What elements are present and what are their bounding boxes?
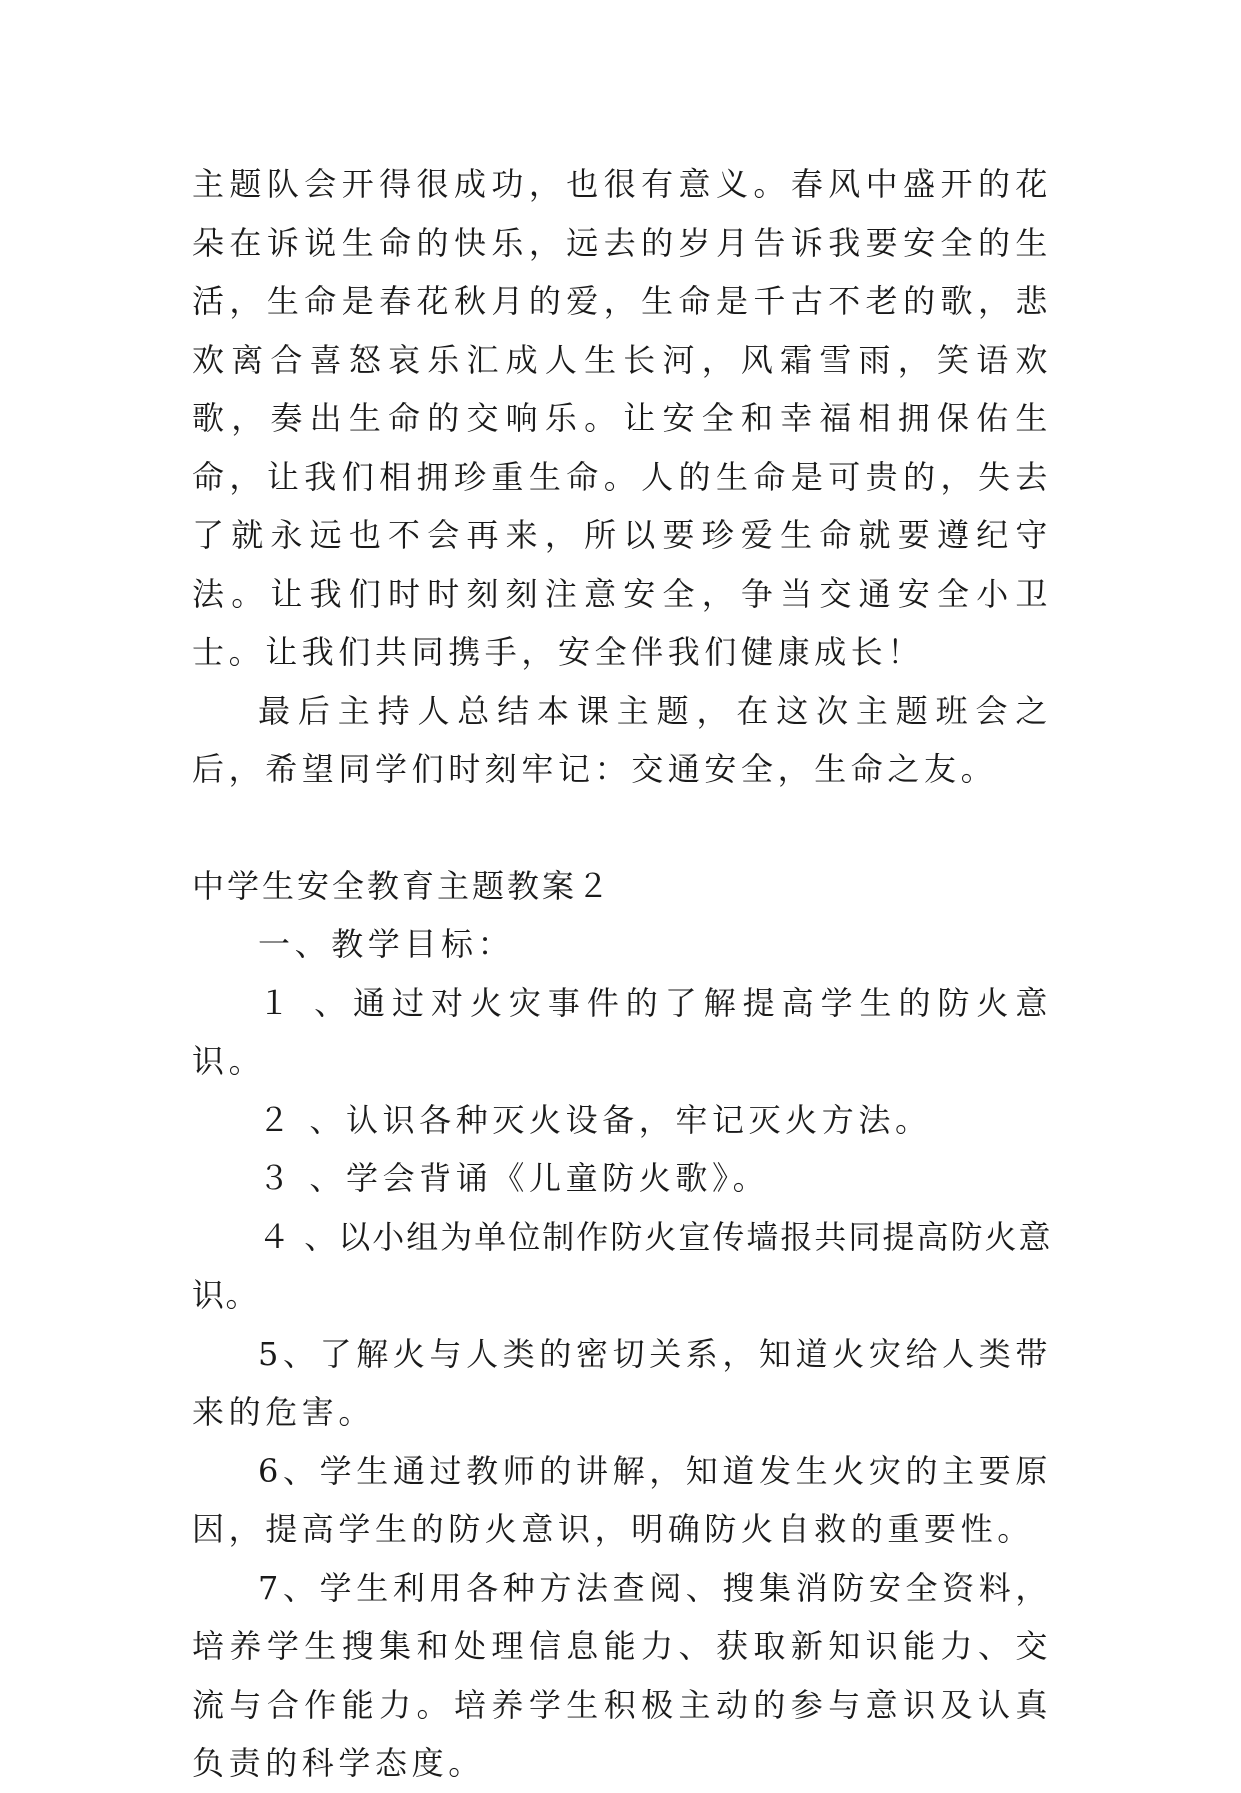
document-body <box>192 155 1052 1793</box>
list-item: ２ 、认识各种灭火设备，牢记灭火方法。 <box>258 1100 932 1139</box>
objectives-heading: 一、教学目标： <box>258 925 515 963</box>
list-item: 5、了解火与人类的密切关系，知道火灾给人类带来的危害。 <box>192 1334 1052 1431</box>
list-item: １ 、通过对火灾事件的了解提高学生的防火意识。 <box>192 983 1052 1080</box>
list-item: 7、学生利用各种方法查阅、搜集消防安全资料，培养学生搜集和处理信息能力、获取新知识能力、交流与合作能力。培养学生积极主动的参与意识及认真负责的科学态度。 <box>192 1568 1052 1782</box>
list-item: ４ 、以小组为单位制作防火宣传墙报共同提高防火意识。 <box>192 1217 1052 1314</box>
body-paragraph: 主题队会开得很成功，也很有意义。春风中盛开的花朵在诉说生命的快乐，远去的岁月告诉我要安全的生活，生命是春花秋月的爱，生命是千古不老的歌，悲欢离合喜怒哀乐汇成人生长河，风霜雪雨，笑语欢歌，奏出生命的交响乐。让安全和幸福相拥保佑生命，让我们相拥珍重生命。人的生命是可贵的，失去了就永远也不会再来，所以要珍爱生命就要遵纪守法。让我们时时刻刻注意安全，争当交通安全小卫士。让我们共同携手，安全伴我们健康成长！ <box>192 165 1052 671</box>
list-item: ３ 、学会背诵《儿童防火歌》。 <box>258 1159 770 1197</box>
section-title: 中学生安全教育主题教案２ <box>192 866 613 905</box>
list-item: 6、学生通过教师的讲解，知道发生火灾的主要原因，提高学生的防火意识，明确防火自救的重要性。 <box>192 1451 1052 1548</box>
body-paragraph: 最后主持人总结本课主题，在这次主题班会之后，希望同学们时刻牢记：交通安全，生命之友。 <box>192 691 1052 788</box>
